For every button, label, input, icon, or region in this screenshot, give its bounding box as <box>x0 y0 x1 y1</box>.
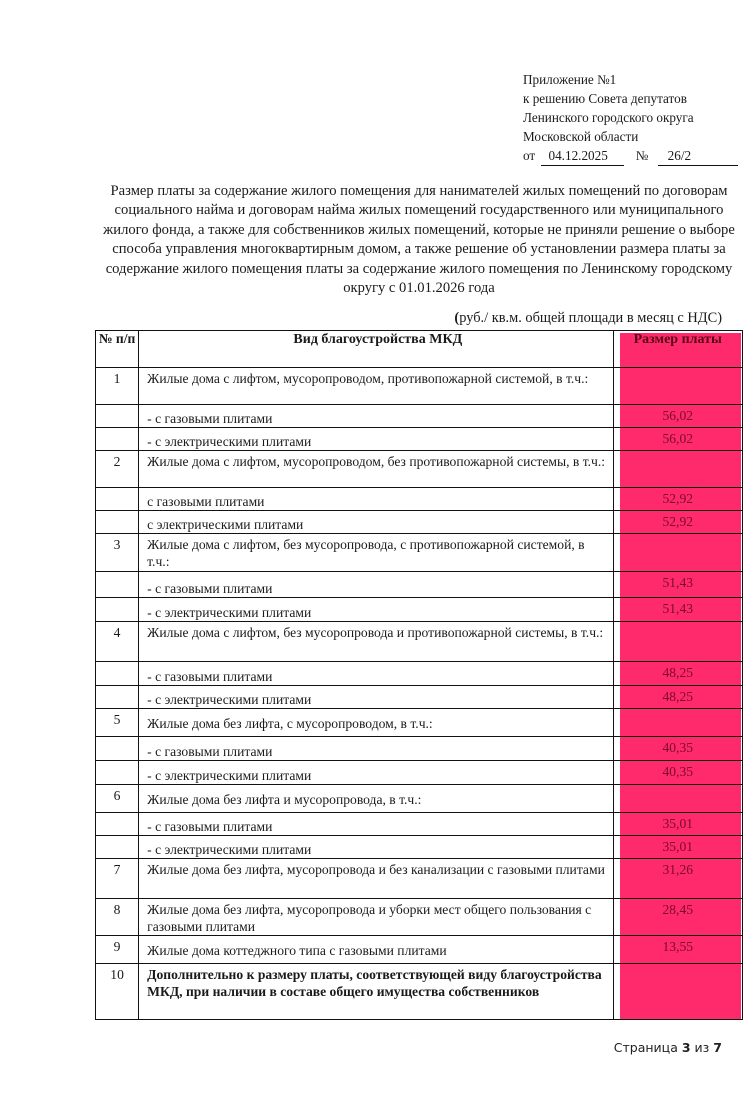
table-row <box>96 511 743 534</box>
header-fee: Размер платы <box>613 331 742 368</box>
row-number <box>96 488 139 511</box>
row-number <box>96 686 139 709</box>
row-fee: 56,02 <box>613 405 742 428</box>
row-fee: 40,35 <box>613 761 742 785</box>
row-number <box>96 572 139 598</box>
row-number: 10 <box>96 964 139 1020</box>
row-description: Жилые дома без лифта и мусоропровода, в т.ч.: <box>139 785 613 813</box>
row-description: Жилые дома коттеджного типа с газовыми плитами <box>139 936 613 964</box>
row-number: 7 <box>96 859 139 899</box>
row-description: Жилые дома с лифтом, без мусоропровода, с противопожарной системой, в т.ч.: <box>139 534 613 572</box>
row-description: Дополнительно к размеру платы, соответствующей виду благоустройства МКД, при наличии в составе общего имущества собственников <box>139 964 613 1020</box>
row-description: - с газовыми плитами <box>139 405 613 428</box>
table-row <box>96 964 743 1020</box>
row-description: Жилые дома без лифта, с мусоропроводом, в т.ч.: <box>139 709 613 737</box>
row-description: Жилые дома с лифтом, без мусоропровода и противопожарной системы, в т.ч.: <box>139 622 613 662</box>
row-fee <box>613 709 742 737</box>
number-sign: № <box>635 148 649 163</box>
table-row <box>96 859 743 899</box>
table-body <box>96 368 743 1020</box>
appendix-block <box>523 70 738 166</box>
table-row <box>96 761 743 785</box>
row-fee: 35,01 <box>613 836 742 859</box>
row-fee <box>613 534 742 572</box>
table-row <box>96 899 743 936</box>
row-fee: 31,26 <box>613 859 742 899</box>
page-footer <box>614 1040 722 1055</box>
row-number <box>96 428 139 451</box>
row-number: 9 <box>96 936 139 964</box>
table-row <box>96 368 743 405</box>
row-fee: 48,25 <box>613 686 742 709</box>
row-description: - с газовыми плитами <box>139 662 613 686</box>
row-number <box>96 511 139 534</box>
row-description: Жилые дома без лифта, мусоропровода и уборки мест общего пользования с газовыми плитами <box>139 899 613 936</box>
row-number <box>96 813 139 836</box>
document-title: Размер платы за содержание жилого помещения для нанимателей жилых помещений по договорам социального найма и договорам найма жилых помещений государственного или муниципального жилого фонда, а также для собственников жилых помещений, которые не приняли решение о выборе способа управления многоквартирным домом, а также решение об установлении размера платы за содержание жилого помещения платы за содержание жилого помещения по Ленинскому городскому округу с 01.01.2026 года <box>103 183 735 297</box>
row-description: - с газовыми плитами <box>139 813 613 836</box>
table-row <box>96 534 743 572</box>
table-row <box>96 572 743 598</box>
row-fee <box>613 785 742 813</box>
row-description: с электрическими плитами <box>139 511 613 534</box>
table-row <box>96 737 743 761</box>
decision-number: 26/2 <box>658 146 738 166</box>
row-description: - с электрическими плитами <box>139 686 613 709</box>
row-description: Жилые дома без лифта, мусоропровода и без канализации с газовыми плитами <box>139 859 613 899</box>
row-number <box>96 761 139 785</box>
appendix-decision: к решению Совета депутатов <box>523 91 687 106</box>
row-fee: 52,92 <box>613 511 742 534</box>
row-fee <box>613 451 742 488</box>
row-description: с газовыми плитами <box>139 488 613 511</box>
row-fee: 51,43 <box>613 572 742 598</box>
row-description: Жилые дома с лифтом, мусоропроводом, без противопожарной системы, в т.ч.: <box>139 451 613 488</box>
row-fee: 48,25 <box>613 662 742 686</box>
row-fee: 13,55 <box>613 936 742 964</box>
units-note <box>454 310 722 327</box>
row-description: - с газовыми плитами <box>139 572 613 598</box>
table-row <box>96 488 743 511</box>
row-fee: 52,92 <box>613 488 742 511</box>
row-number <box>96 405 139 428</box>
table-row <box>96 451 743 488</box>
row-number <box>96 662 139 686</box>
row-number: 4 <box>96 622 139 662</box>
page-current: 3 <box>681 1040 691 1055</box>
decision-date: 04.12.2025 <box>541 146 624 166</box>
table-row <box>96 813 743 836</box>
header-type: Вид благоустройства МКД <box>139 331 613 368</box>
row-fee: 28,45 <box>613 899 742 936</box>
row-number <box>96 737 139 761</box>
row-number <box>96 598 139 622</box>
units-open-paren: ( <box>454 310 460 326</box>
row-description: - с электрическими плитами <box>139 428 613 451</box>
row-number <box>96 836 139 859</box>
row-fee: 40,35 <box>613 737 742 761</box>
row-number: 1 <box>96 368 139 405</box>
row-fee: 56,02 <box>613 428 742 451</box>
row-description: Жилые дома с лифтом, мусоропроводом, противопожарной системой, в т.ч.: <box>139 368 613 405</box>
table-row <box>96 836 743 859</box>
page-of-label: из <box>694 1040 710 1055</box>
row-number: 6 <box>96 785 139 813</box>
table-header-row <box>96 331 743 368</box>
row-description: - с электрическими плитами <box>139 836 613 859</box>
table-row <box>96 405 743 428</box>
appendix-region: Московской области <box>523 129 639 144</box>
from-label: от <box>523 148 536 163</box>
row-fee: 35,01 <box>613 813 742 836</box>
table-row <box>96 936 743 964</box>
page-total: 7 <box>713 1040 722 1055</box>
row-fee <box>613 622 742 662</box>
table-row <box>96 428 743 451</box>
header-number: № п/п <box>96 331 139 368</box>
row-number: 2 <box>96 451 139 488</box>
table-row <box>96 622 743 662</box>
page-label: Страница <box>613 1040 678 1055</box>
fee-table <box>95 330 743 1020</box>
units-text: руб./ кв.м. общей площади в месяц с НДС) <box>459 310 722 326</box>
appendix-date-line <box>523 146 738 166</box>
row-fee: 51,43 <box>613 598 742 622</box>
row-description: - с электрическими плитами <box>139 761 613 785</box>
appendix-title: Приложение №1 <box>523 72 617 87</box>
row-fee <box>613 964 742 1020</box>
table-row <box>96 709 743 737</box>
table-row <box>96 662 743 686</box>
appendix-district: Ленинского городского округа <box>523 110 694 125</box>
table-row <box>96 785 743 813</box>
row-number: 8 <box>96 899 139 936</box>
row-description: - с газовыми плитами <box>139 737 613 761</box>
table-row <box>96 686 743 709</box>
row-number: 3 <box>96 534 139 572</box>
table-row <box>96 598 743 622</box>
row-fee <box>613 368 742 405</box>
row-description: - с электрическими плитами <box>139 598 613 622</box>
row-number: 5 <box>96 709 139 737</box>
